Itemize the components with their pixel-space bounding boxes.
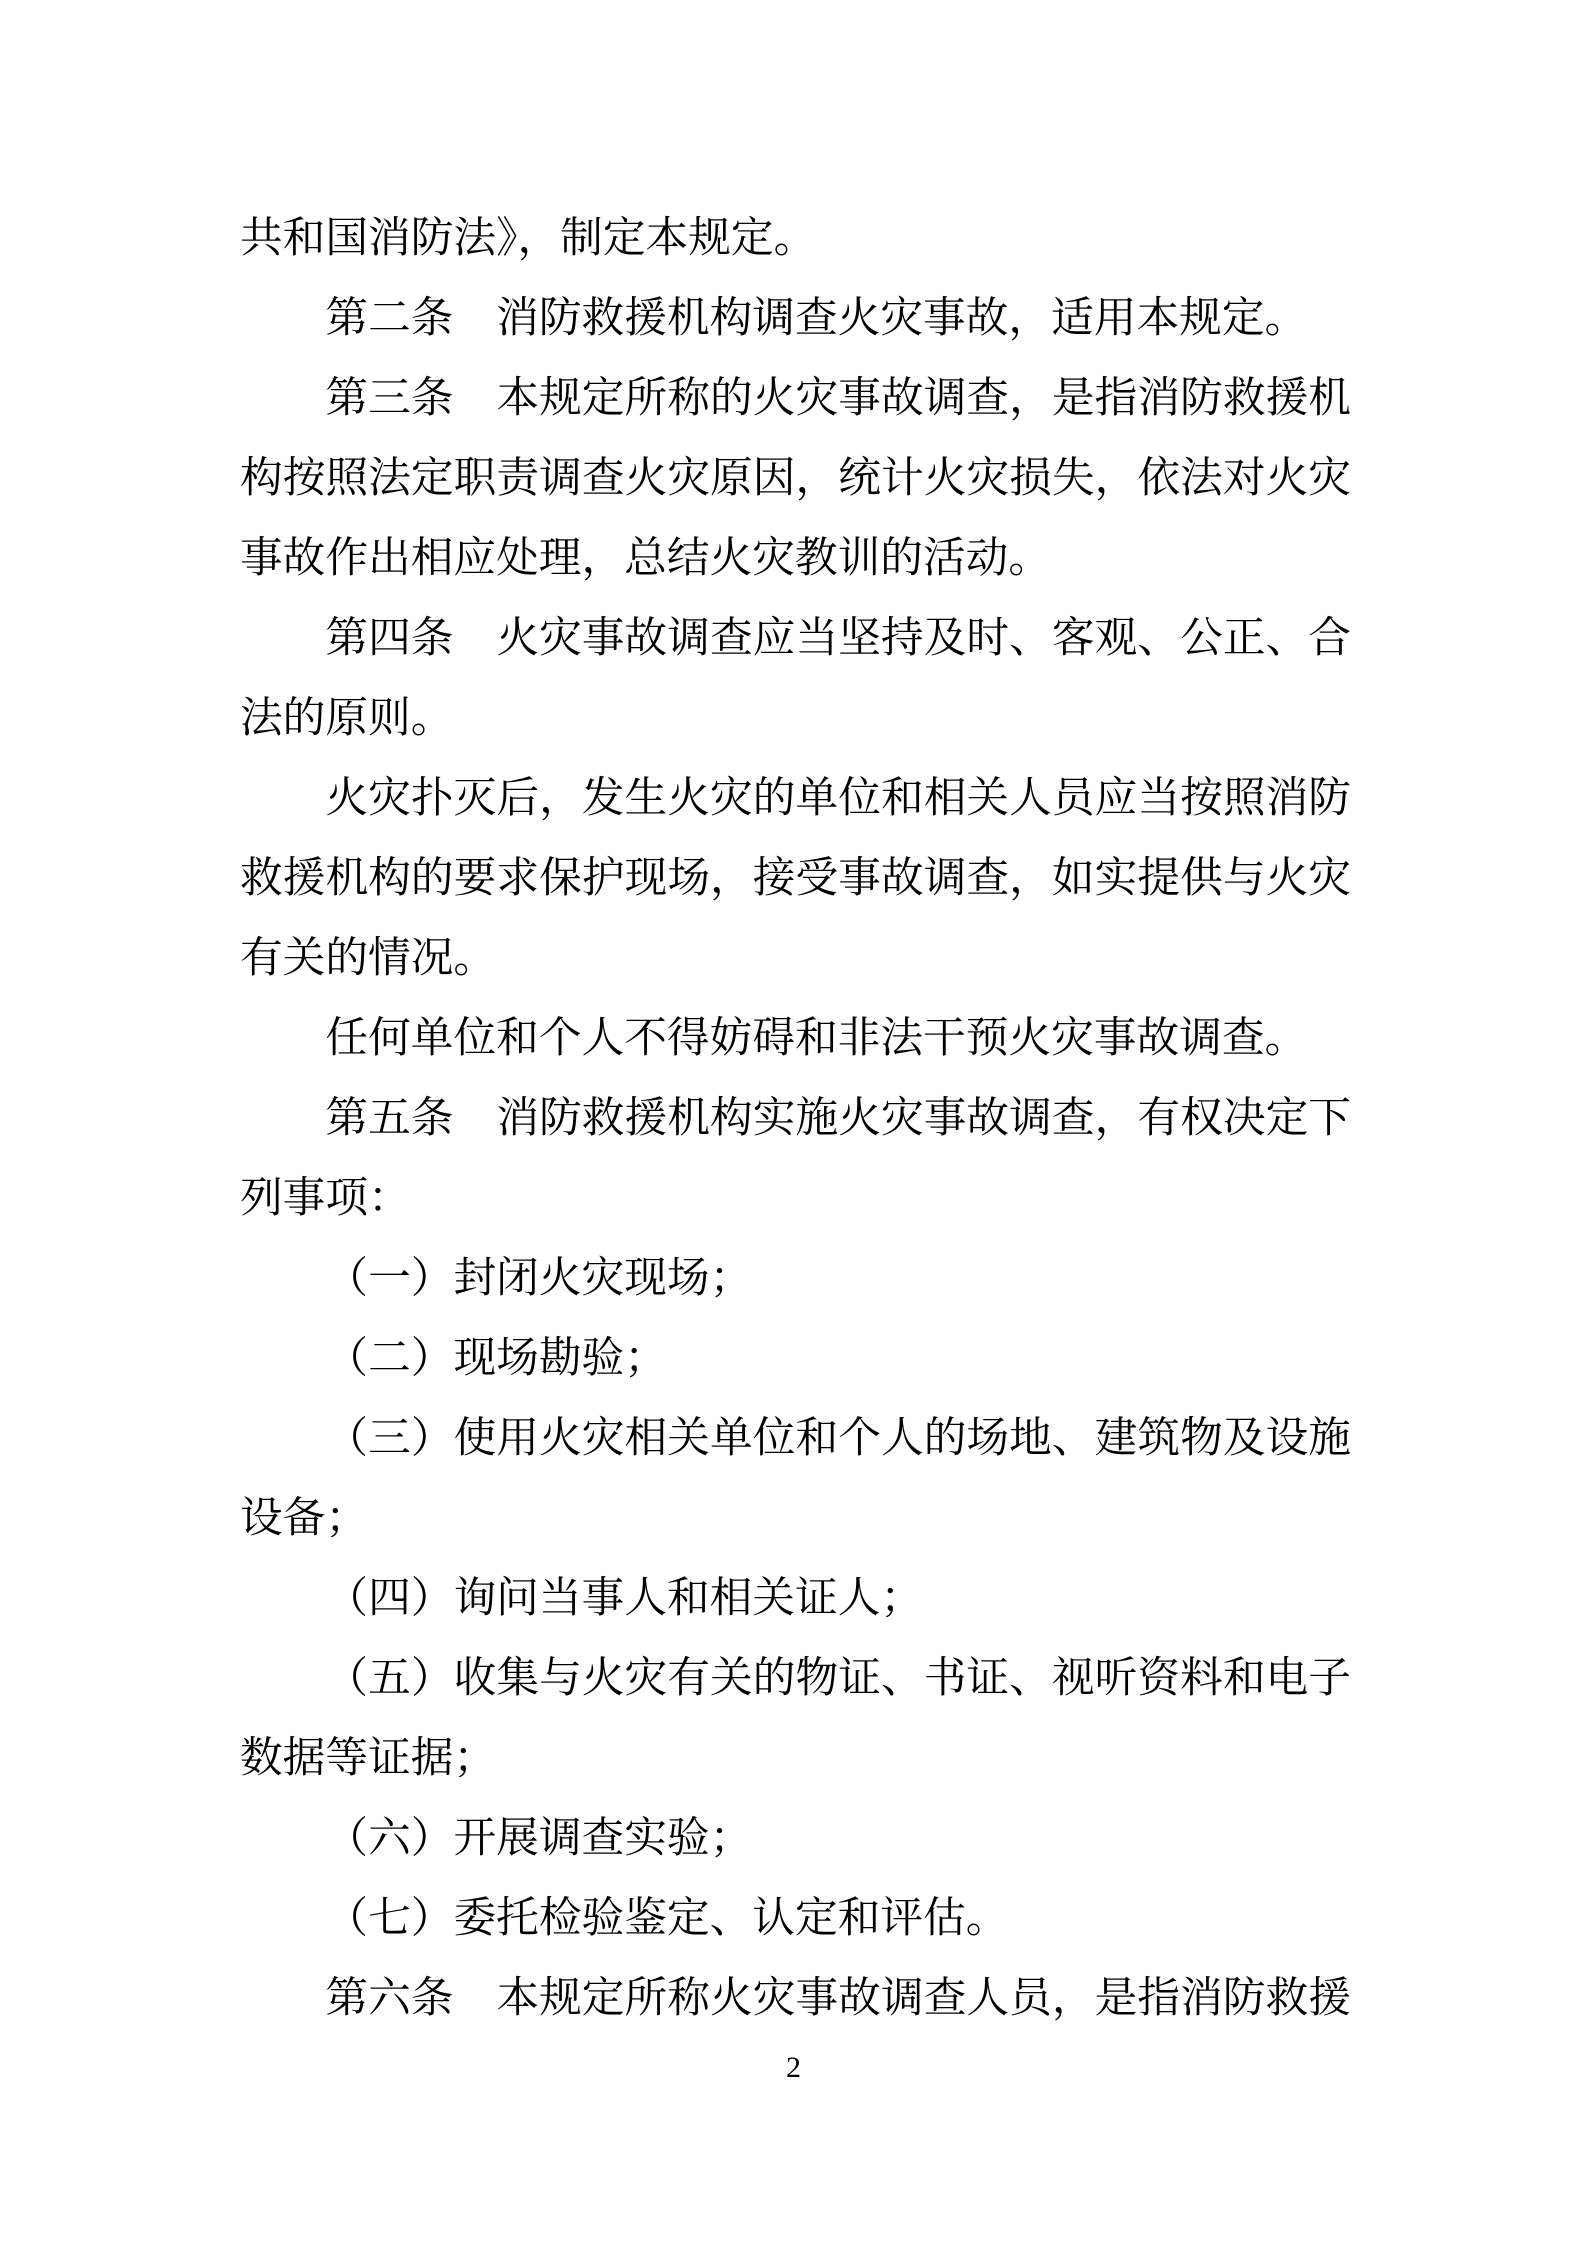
text-line: 有关的情况。 xyxy=(240,934,497,982)
text-line: （六）开展调查实验； xyxy=(325,1814,753,1862)
text-line: 第五条 消防救援机构实施火灾事故调查，有权决定下 xyxy=(325,1094,1351,1142)
text-line: 第二条 消防救援机构调查火灾事故，适用本规定。 xyxy=(325,294,1308,342)
text-line: （五）收集与火灾有关的物证、书证、视听资料和电子 xyxy=(325,1654,1351,1702)
page-number: 2 xyxy=(786,2051,801,2084)
text-line: 共和国消防法》，制定本规定。 xyxy=(240,214,817,262)
text-line: 救援机构的要求保护现场，接受事故调查，如实提供与火灾 xyxy=(240,854,1351,902)
text-line: 列事项： xyxy=(240,1174,411,1222)
text-line: 构按照法定职责调查火灾原因，统计火灾损失，依法对火灾 xyxy=(240,454,1351,502)
text-line: 第四条 火灾事故调查应当坚持及时、客观、公正、合 xyxy=(325,614,1351,662)
text-line: （一）封闭火灾现场； xyxy=(325,1254,753,1302)
text-line: 任何单位和个人不得妨碍和非法干预火灾事故调查。 xyxy=(325,1014,1308,1062)
text-line: 数据等证据； xyxy=(240,1734,497,1782)
text-line: 第六条 本规定所称火灾事故调查人员，是指消防救援 xyxy=(325,1974,1351,2022)
text-line: 火灾扑灭后，发生火灾的单位和相关人员应当按照消防 xyxy=(325,774,1351,822)
text-line: 法的原则。 xyxy=(240,694,454,742)
text-line: 第三条 本规定所称的火灾事故调查，是指消防救援机 xyxy=(325,374,1351,422)
text-line: （七）委托检验鉴定、认定和评估。 xyxy=(325,1894,1009,1942)
text-line: 事故作出相应处理，总结火灾教训的活动。 xyxy=(240,534,1052,582)
text-line: （三）使用火灾相关单位和个人的场地、建筑物及设施 xyxy=(325,1414,1351,1462)
text-line: （四）询问当事人和相关证人； xyxy=(325,1574,924,1622)
text-line: （二）现场勘验； xyxy=(325,1334,667,1382)
document-body xyxy=(240,198,1351,2038)
text-line: 设备； xyxy=(240,1494,369,1542)
